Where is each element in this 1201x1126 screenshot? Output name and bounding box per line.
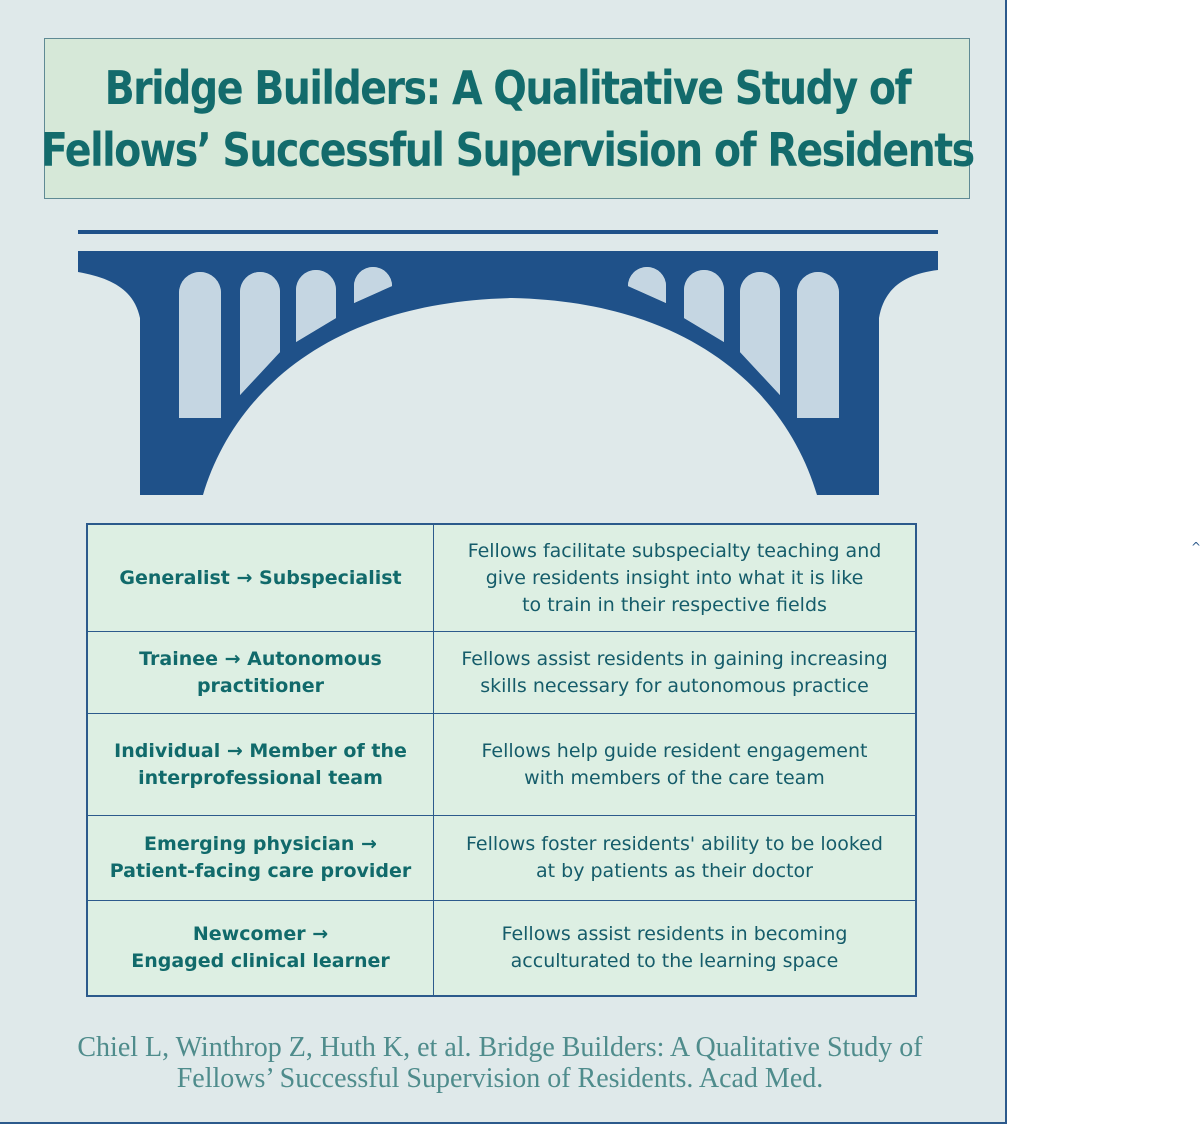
- description-cell: [434, 632, 917, 714]
- title-line-1: Bridge Builders: A Qualitative Study of: [104, 60, 910, 115]
- description-line: Fellows foster residents' ability to be looked: [466, 833, 883, 855]
- description-line: skills necessary for autonomous practice: [480, 674, 869, 697]
- description-line: Fellows assist residents in gaining increasing: [461, 647, 888, 670]
- table-row: [87, 524, 916, 632]
- transition-line: Patient-facing care provider: [109, 860, 412, 882]
- citation-line-1: Chiel L, Winthrop Z, Huth K, et al. Bridge Builders: A Qualitative Study of: [77, 1032, 923, 1063]
- table-row: [87, 632, 916, 714]
- transition-line: Emerging physician →: [144, 833, 377, 855]
- title-box: [40, 38, 974, 199]
- transition-cell: [87, 714, 434, 816]
- transition-line: Individual → Member of the: [114, 739, 407, 762]
- transition-cell: [87, 901, 434, 997]
- description-cell: [434, 714, 917, 816]
- description-cell: [434, 524, 917, 632]
- bridge-icon: [0, 220, 1007, 505]
- description-line: Fellows assist residents in becoming: [501, 923, 848, 945]
- description-line: Fellows facilitate subspecialty teaching and: [467, 539, 882, 562]
- description-line: acculturated to the learning space: [510, 950, 839, 972]
- transition-line: Engaged clinical learner: [131, 950, 390, 972]
- transition-cell: [87, 816, 434, 901]
- transition-line: Newcomer →: [192, 923, 329, 945]
- edge-mark: ^: [1191, 540, 1201, 554]
- description-line: give residents insight into what it is like: [485, 566, 864, 589]
- transition-line: Generalist → Subspecialist: [119, 566, 402, 589]
- description-line: with members of the care team: [524, 766, 825, 789]
- table-row: [87, 816, 916, 901]
- citation-line-2: Fellows’ Successful Supervision of Residents. Acad Med.: [176, 1063, 824, 1094]
- transition-line: Trainee → Autonomous: [139, 647, 382, 670]
- description-line: to train in their respective fields: [522, 593, 827, 616]
- description-line: Fellows help guide resident engagement: [481, 739, 868, 762]
- transition-cell: [87, 524, 434, 632]
- description-cell: [434, 901, 917, 997]
- citation: [0, 1032, 1000, 1094]
- table-row: [87, 901, 916, 997]
- title-line-2: Fellows’ Successful Supervision of Residents: [40, 122, 974, 177]
- transition-cell: [87, 632, 434, 714]
- bridge-deck-line: [78, 230, 938, 234]
- table-row: [87, 714, 916, 816]
- transition-line: practitioner: [196, 674, 325, 697]
- transition-line: interprofessional team: [138, 766, 383, 789]
- description-line: at by patients as their doctor: [536, 860, 813, 882]
- themes-table: [86, 523, 917, 997]
- description-cell: [434, 816, 917, 901]
